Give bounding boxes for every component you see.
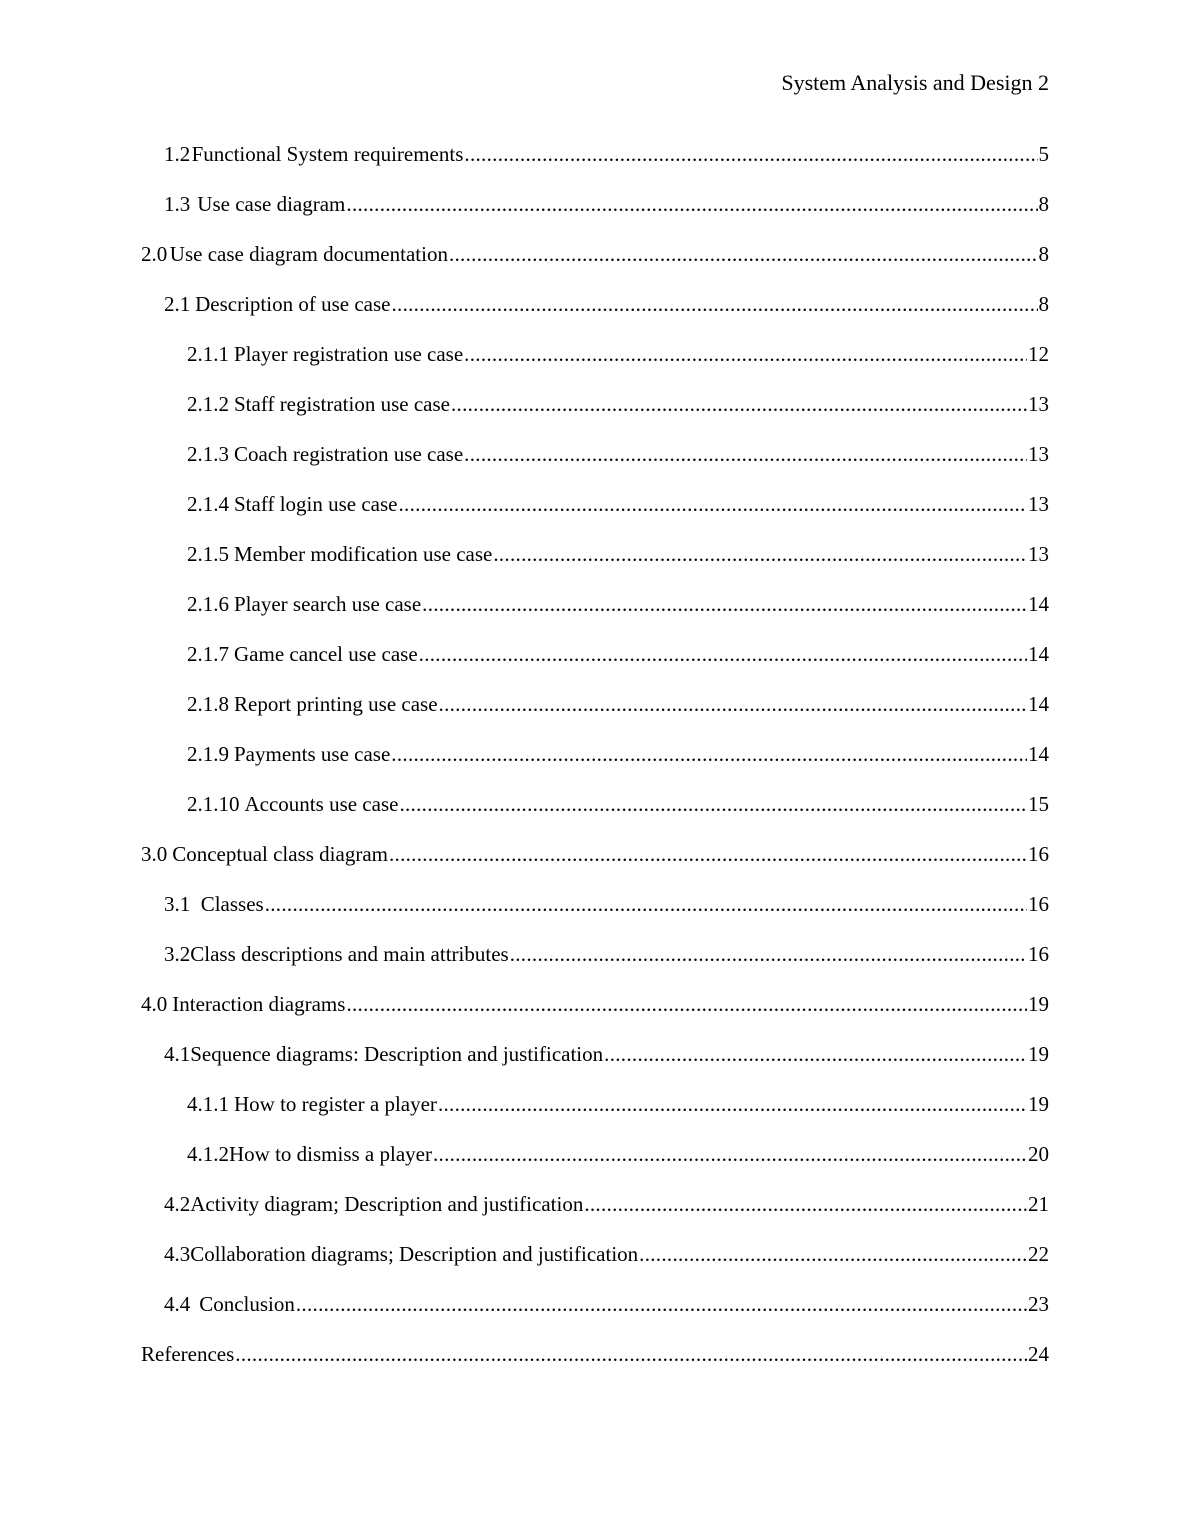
toc-entry-number: 2.1.10 [187, 792, 240, 816]
toc-entry-page: 8 [1038, 192, 1049, 216]
toc-entry-number: 4.4 [164, 1292, 191, 1316]
dot-leader [346, 989, 1027, 1019]
dot-leader [422, 589, 1027, 619]
toc-entry-number: 3.2 [164, 942, 191, 966]
toc-entry[interactable] [141, 839, 1049, 889]
toc-entry-page: 12 [1028, 342, 1049, 366]
table-of-contents [141, 139, 1049, 1389]
toc-entry[interactable] [141, 789, 1049, 839]
toc-entry-page: 8 [1038, 292, 1049, 316]
dot-leader [235, 1339, 1027, 1369]
toc-entry[interactable] [141, 1239, 1049, 1289]
toc-entry[interactable] [141, 989, 1049, 1039]
dot-leader [399, 489, 1028, 519]
toc-entry-title: Payments use case [234, 742, 391, 766]
toc-entry-title: Sequence diagrams: Description and justification [190, 1042, 604, 1066]
toc-entry-number: 2.1.7 [187, 642, 229, 666]
toc-entry[interactable] [141, 639, 1049, 689]
toc-entry-number: 2.1.3 [187, 442, 229, 466]
toc-entry-page: 13 [1028, 442, 1049, 466]
toc-entry-title: Collaboration diagrams; Description and justification [190, 1242, 639, 1266]
dot-leader [604, 1039, 1027, 1069]
toc-entry-number: 2.1.4 [187, 492, 229, 516]
toc-entry-number: 4.3 [164, 1242, 191, 1266]
toc-entry-title: Member modification use case [234, 542, 493, 566]
toc-entry-number: 2.1 [164, 292, 191, 316]
toc-entry[interactable] [141, 589, 1049, 639]
toc-entry-page: 19 [1028, 992, 1049, 1016]
toc-entry-title: Conceptual class diagram [172, 842, 388, 866]
dot-leader [439, 689, 1027, 719]
toc-entry[interactable] [141, 739, 1049, 789]
toc-entry-number: 4.1.1 [187, 1092, 229, 1116]
toc-entry[interactable] [141, 939, 1049, 989]
toc-entry-number: 3.0 [141, 842, 168, 866]
toc-entry-page: 22 [1028, 1242, 1049, 1266]
toc-entry-page: 8 [1038, 242, 1049, 266]
toc-entry-title: Description of use case [195, 292, 391, 316]
toc-entry-number: 2.1.1 [187, 342, 229, 366]
toc-entry-page: 15 [1028, 792, 1049, 816]
toc-entry-number: 2.1.5 [187, 542, 229, 566]
toc-entry-title: Class descriptions and main attributes [190, 942, 509, 966]
toc-entry-page: 13 [1028, 392, 1049, 416]
dot-leader [451, 389, 1027, 419]
toc-entry-number: 3.1 [164, 892, 191, 916]
toc-entry-title: Use case diagram documentation [169, 242, 448, 266]
toc-entry-number: 2.1.2 [187, 392, 229, 416]
dot-leader [419, 639, 1027, 669]
toc-entry-title: Conclusion [199, 1292, 295, 1316]
toc-entry-title: Game cancel use case [234, 642, 418, 666]
toc-entry-page: 19 [1028, 1042, 1049, 1066]
toc-entry[interactable] [141, 1039, 1049, 1089]
toc-entry-page: 16 [1028, 892, 1049, 916]
toc-entry[interactable] [141, 389, 1049, 439]
dot-leader [391, 289, 1037, 319]
toc-entry[interactable] [141, 1289, 1049, 1339]
toc-entry-page: 20 [1028, 1142, 1049, 1166]
toc-entry-title: Functional System requirements [191, 142, 464, 166]
toc-entry[interactable] [141, 339, 1049, 389]
toc-entry-title: Accounts use case [244, 792, 399, 816]
toc-entry[interactable] [141, 1189, 1049, 1239]
dot-leader [493, 539, 1027, 569]
toc-entry-page: 14 [1028, 692, 1049, 716]
toc-entry-title: Report printing use case [234, 692, 438, 716]
dot-leader [438, 1089, 1027, 1119]
toc-entry-page: 5 [1038, 142, 1049, 166]
toc-entry-page: 14 [1028, 642, 1049, 666]
toc-entry-page: 19 [1028, 1092, 1049, 1116]
dot-leader [639, 1239, 1027, 1269]
toc-entry-number: 1.3 [164, 192, 191, 216]
toc-entry-number: 4.1 [164, 1042, 191, 1066]
dot-leader [464, 139, 1037, 169]
dot-leader [464, 339, 1027, 369]
dot-leader [346, 189, 1037, 219]
toc-entry-page: 14 [1028, 742, 1049, 766]
toc-entry-title: How to register a player [234, 1092, 437, 1116]
toc-entry[interactable] [141, 1089, 1049, 1139]
toc-entry-title: Coach registration use case [234, 442, 464, 466]
toc-entry-number: 1.2 [164, 142, 191, 166]
dot-leader [464, 439, 1027, 469]
toc-entry-title: 4.1.2How to dismiss a player [187, 1142, 432, 1166]
toc-entry[interactable] [141, 489, 1049, 539]
toc-entry-title: Staff registration use case [234, 392, 450, 416]
dot-leader [584, 1189, 1027, 1219]
dot-leader [296, 1289, 1027, 1319]
toc-entry-title: Player registration use case [234, 342, 464, 366]
toc-entry[interactable] [141, 539, 1049, 589]
toc-entry[interactable] [141, 289, 1049, 339]
toc-entry-page: 21 [1028, 1192, 1049, 1216]
toc-entry-title: Staff login use case [234, 492, 398, 516]
dot-leader [391, 739, 1027, 769]
dot-leader [510, 939, 1027, 969]
toc-entry-title: Interaction diagrams [172, 992, 346, 1016]
toc-entry[interactable] [141, 1139, 1049, 1189]
toc-entry-title: Activity diagram; Description and justification [190, 1192, 584, 1216]
toc-entry-number: 2.0 [141, 242, 168, 266]
toc-entry-page: 13 [1028, 492, 1049, 516]
dot-leader [265, 889, 1027, 919]
toc-entry-number: 2.1.9 [187, 742, 229, 766]
toc-entry-number: 4.2 [164, 1192, 191, 1216]
toc-entry-title: Classes [200, 892, 264, 916]
dot-leader [433, 1139, 1027, 1169]
toc-entry-number: 2.1.8 [187, 692, 229, 716]
dot-leader [399, 789, 1027, 819]
toc-entry[interactable] [141, 139, 1049, 189]
dot-leader [449, 239, 1038, 269]
toc-entry-page: 23 [1028, 1292, 1049, 1316]
toc-entry-page: 16 [1028, 842, 1049, 866]
toc-entry[interactable] [141, 189, 1049, 239]
toc-entry[interactable] [141, 1339, 1049, 1389]
toc-entry-page: 14 [1028, 592, 1049, 616]
toc-entry[interactable] [141, 889, 1049, 939]
toc-entry-number: 2.1.6 [187, 592, 229, 616]
running-header: System Analysis and Design 2 [781, 70, 1049, 95]
dot-leader [389, 839, 1027, 869]
toc-entry-title: Use case diagram [197, 192, 346, 216]
toc-entry[interactable] [141, 689, 1049, 739]
toc-entry[interactable] [141, 439, 1049, 489]
toc-entry-page: 13 [1028, 542, 1049, 566]
toc-entry[interactable] [141, 239, 1049, 289]
toc-entry-title: Player search use case [234, 592, 422, 616]
toc-entry-number: 4.0 [141, 992, 168, 1016]
toc-entry-title: References [141, 1342, 235, 1366]
toc-entry-page: 16 [1028, 942, 1049, 966]
toc-entry-page: 24 [1028, 1342, 1049, 1366]
